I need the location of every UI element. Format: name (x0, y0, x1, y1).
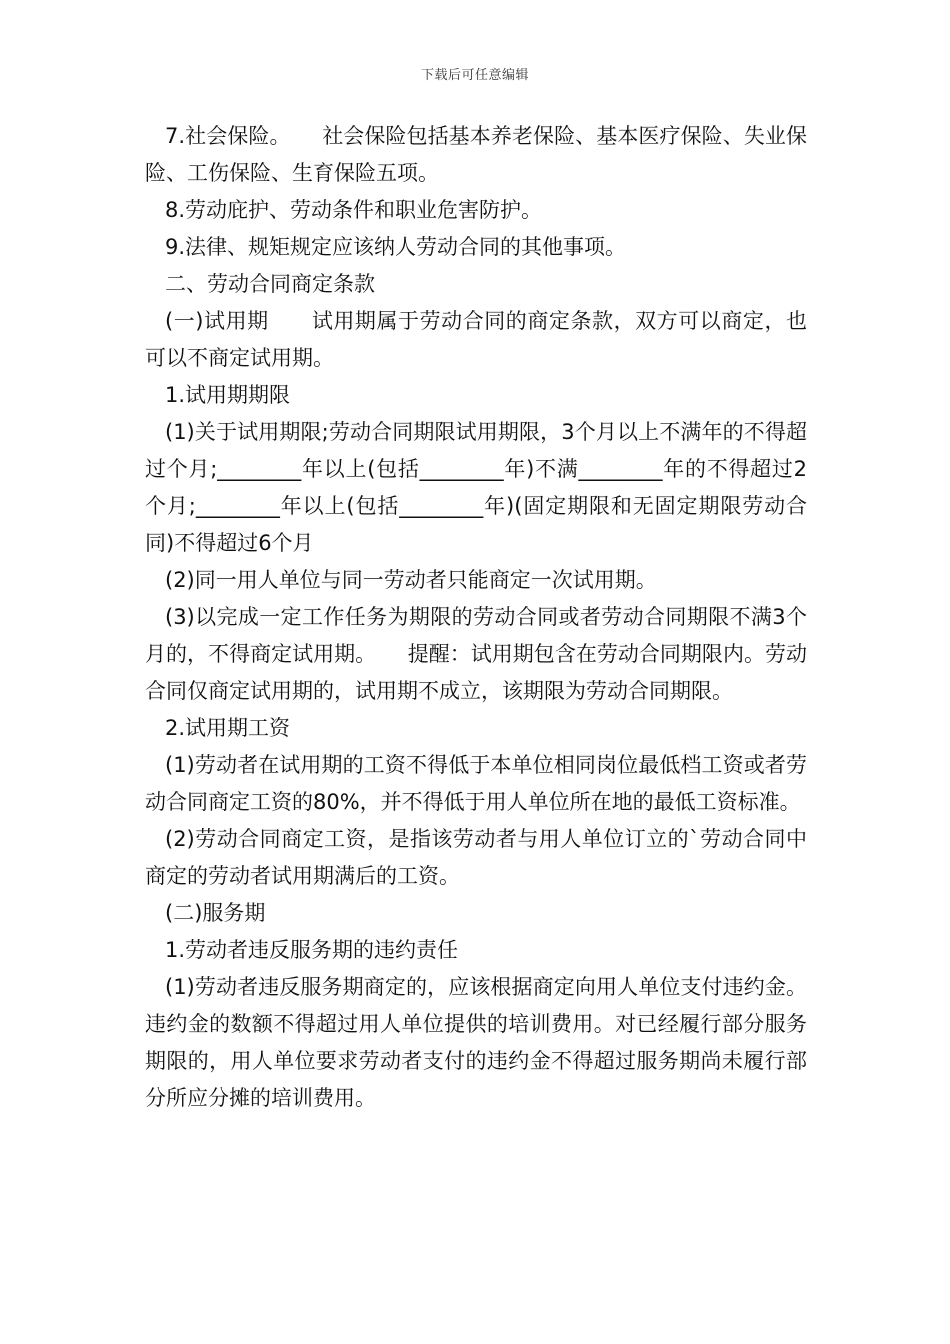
paragraph-agreed-wage: (2)劳动合同商定工资，是指该劳动者与用人单位订立的`劳动合同中商定的劳动者试用期满后的工资。 (145, 827, 807, 888)
page-header: 下载后可任意编辑 (420, 68, 529, 83)
paragraph-probation-not-allowed: (3)以完成一定工作任务为期限的劳动合同或者劳动合同期限不满3个月的，不得商定试用期。 提醒：试用期包含在劳动合同期限内。劳动合同仅商定试用期的，试用期不成立，该期限为劳动合同期限。 (145, 605, 807, 703)
paragraph-other-matters: 9.法律、规矩规定应该纳人劳动合同的其他事项。 (165, 235, 627, 259)
paragraph-labor-protection: 8.劳动庇护、劳动条件和职业危害防护。 (165, 198, 543, 222)
subheading-breach-liability: 1.劳动者违反服务期的违约责任 (165, 938, 459, 962)
paragraph-breach-penalty: (1)劳动者违反服务期商定的，应该根据商定向用人单位支付违约金。违约金的数额不得超过用人单位提供的培训费用。对已经履行部分服务期限的，用人单位要求劳动者支付的违约金不得超过服务期尚未履行部分所应分摊的培训费用。 (145, 975, 807, 1110)
section-heading-agreed-terms: 二、劳动合同商定条款 (165, 272, 375, 296)
subheading-probation-wage: 2.试用期工资 (165, 716, 291, 740)
paragraph-social-insurance: 7.社会保险。 社会保险包括基本养老保险、基本医疗保险、失业保险、工伤保险、生育保险五项。 (145, 124, 807, 185)
subheading-service-period: (二)服务期 (165, 901, 266, 925)
paragraph-probation-once: (2)同一用人单位与同一劳动者只能商定一次试用期。 (165, 568, 657, 592)
paragraph-probation: (一)试用期 试用期属于劳动合同的商定条款，双方可以商定，也可以不商定试用期。 (145, 309, 807, 370)
paragraph-probation-term-limits: (1)关于试用期限;劳动合同期限试用期限，3个月以上不满年的不得超过个月;________年以上(包括________年)不满________年的不得超过2个月;________年以上(包括________年)(固定期限和无固定期限劳动合同)不得超过6个月 (145, 420, 807, 555)
subheading-probation-term: 1.试用期期限 (165, 383, 291, 407)
document-body (145, 118, 807, 1117)
paragraph-probation-wage-minimum: (1)劳动者在试用期的工资不得低于本单位相同岗位最低档工资或者劳动合同商定工资的80%，并不得低于用人单位所在地的最低工资标准。 (145, 753, 807, 814)
